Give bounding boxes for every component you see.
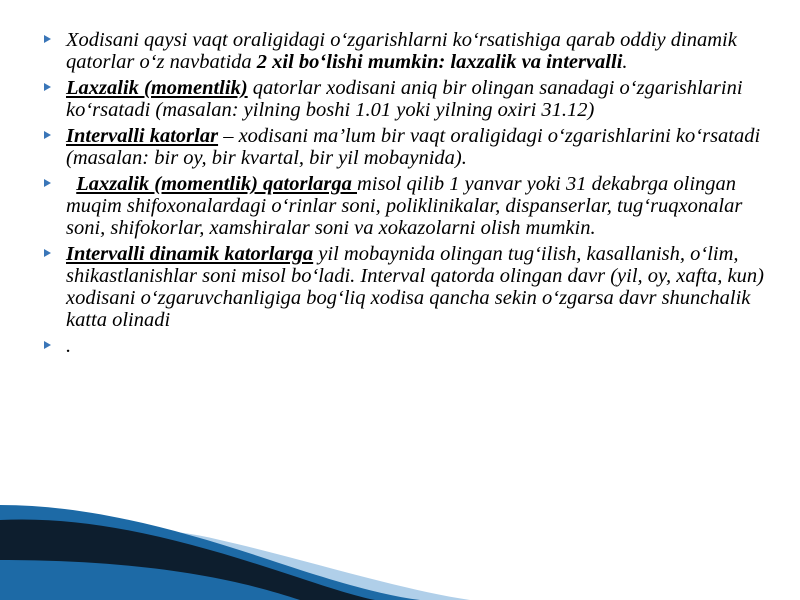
bullet-text: misol qilib 1 yanvar yoki 31 dekabrga olingan muqim shifoxonalardagi o‘rinlar soni, poliklinikalar, dispanserlar, tug‘ruqxonalar soni, shifokorlar, xamshiralar soni va xokazolarni olish mumkin.: [66, 173, 743, 239]
bullet-term: Intervalli dinamik katorlarga: [66, 243, 314, 265]
bullet-bold-text: 2 xil bo‘lishi mumkin: laxzalik va intervalli: [256, 51, 623, 73]
bullet-arrow-icon: [44, 83, 51, 91]
bullet-item: [44, 173, 784, 239]
bullet-arrow-icon: [44, 341, 51, 349]
bullet-item: [44, 125, 784, 169]
swoosh-blue-band: [0, 505, 420, 600]
bullet-list: [44, 29, 784, 361]
bullet-indent: [66, 173, 76, 195]
bullet-text: – xodisani ma’lum bir vaqt oraligidagi o‘zgarishlarini ko‘rsatadi (masalan: bir oy, bir kvartal, bir yil mobaynida).: [66, 125, 761, 169]
bullet-item: [44, 77, 784, 121]
bullet-text: Xodisani qaysi vaqt oraligidagi o‘zgarishlarni ko‘rsatishiga qarab oddiy dinamik qatorlar o‘z navbatida: [66, 29, 737, 73]
bullet-arrow-icon: [44, 249, 51, 257]
swoosh-dark-band: [0, 519, 375, 600]
bullet-item: [44, 243, 784, 331]
bullet-arrow-icon: [44, 35, 51, 43]
bullet-arrow-icon: [44, 131, 51, 139]
bullet-text: qatorlar xodisani aniq bir olingan sanadagi o‘zgarishlarini ko‘rsatadi (masalan: yilning boshi 1.01 yoki yilning oxiri 31.12): [66, 77, 743, 121]
bullet-item: [44, 29, 784, 73]
bullet-item: [44, 335, 784, 357]
bullet-text: yil mobaynida olingan tug‘ilish, kasallanish, o‘lim, shikastlanishlar soni misol bo‘ladi. Interval qatorda olingan davr (yil, oy, xafta, kun) xodisani o‘zgaruvchanligiga bog‘liq xodisa qancha sekin o‘zgarsa davr shunchalik katta olinadi: [66, 243, 764, 331]
bullet-term: Intervalli katorlar: [66, 125, 219, 147]
bullet-text: .: [66, 335, 72, 357]
swoosh-light-band: [0, 530, 470, 600]
bullet-arrow-icon: [44, 179, 51, 187]
bullet-term: Laxzalik (momentlik): [66, 77, 248, 99]
bullet-text: .: [622, 51, 628, 73]
bullet-term: Laxzalik (momentlik) qatorlarga: [76, 173, 357, 195]
